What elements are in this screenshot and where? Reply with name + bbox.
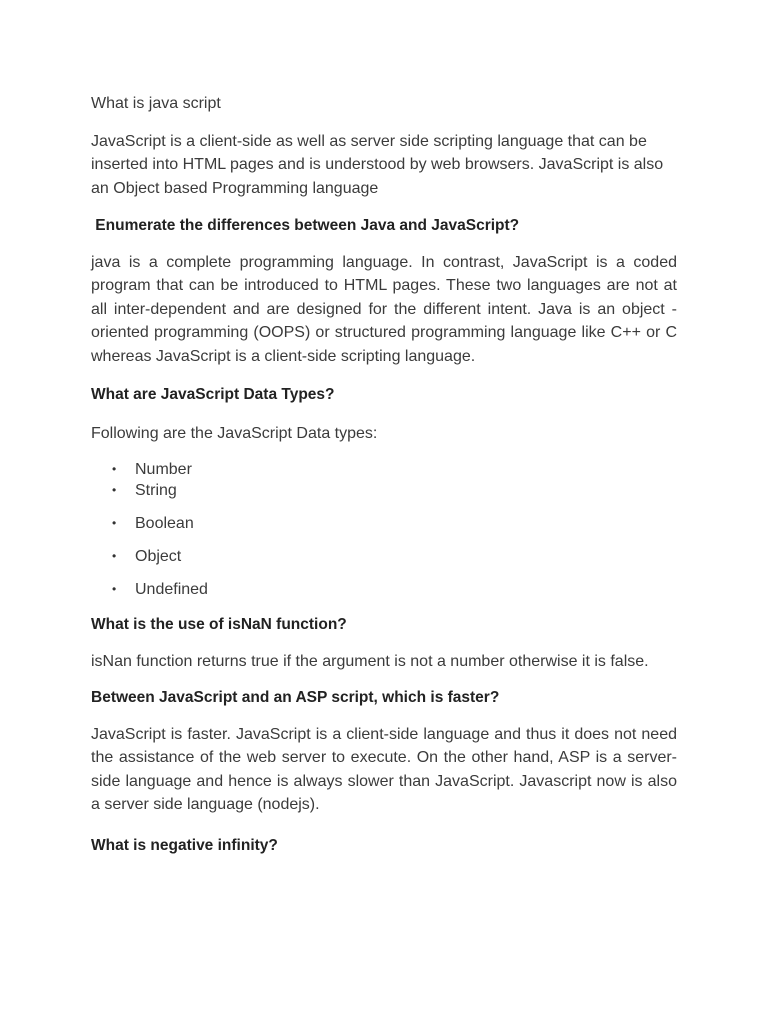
- list-item-label: Boolean: [135, 515, 194, 532]
- list-item: [91, 546, 677, 567]
- heading-javascript-vs-asp: Between JavaScript and an ASP script, which is faster?: [91, 689, 500, 706]
- document-page: [91, 92, 677, 857]
- list-item-label: Number: [135, 461, 192, 478]
- answer-javascript-vs-asp: JavaScript is faster. JavaScript is a client-side language and thus it does not need the assistance of the web server to execute. On the other hand, ASP is a server-side language and hence is always slower than JavaScript. Javascript now is also a server side language (nodejs).: [91, 725, 677, 813]
- heading-negative-infinity: What is negative infinity?: [91, 836, 278, 854]
- answer-isnan: isNan function returns true if the argument is not a number otherwise it is false.: [91, 652, 649, 670]
- list-item-label: Object: [135, 548, 182, 565]
- bullet-icon: •: [112, 462, 117, 476]
- data-types-list: [91, 459, 677, 600]
- list-item-label: String: [135, 482, 177, 499]
- heading-data-types: What are JavaScript Data Types?: [91, 386, 335, 403]
- bullet-icon: •: [112, 549, 117, 563]
- list-item: [91, 480, 677, 501]
- heading-isnan: What is the use of isNaN function?: [91, 616, 347, 633]
- list-item: [91, 459, 677, 480]
- intro-data-types: Following are the JavaScript Data types:: [91, 424, 378, 442]
- bullet-icon: •: [112, 483, 117, 497]
- answer-what-is-javascript: JavaScript is a client-side as well as server side scripting language that can be inserted into HTML pages and is understood by web browsers. JavaScript is also an Object based Programming language: [91, 132, 664, 197]
- list-item-label: Undefined: [135, 581, 208, 598]
- list-item: [91, 513, 677, 534]
- bullet-icon: •: [112, 516, 117, 530]
- question-what-is-javascript: What is java script: [91, 95, 221, 112]
- answer-java-vs-javascript: java is a complete programming language. In contrast, JavaScript is a coded program that can be introduced to HTML pages. These two languages are not at all inter-dependent and are designed for the different intent. Java is an object - oriented programming (OOPS) or structured programming language like C++ or C whereas JavaScript is a client-side scripting language.: [91, 253, 677, 365]
- heading-java-vs-javascript: Enumerate the differences between Java and JavaScript?: [91, 217, 520, 234]
- bullet-icon: •: [112, 582, 117, 596]
- list-item: [91, 579, 677, 600]
